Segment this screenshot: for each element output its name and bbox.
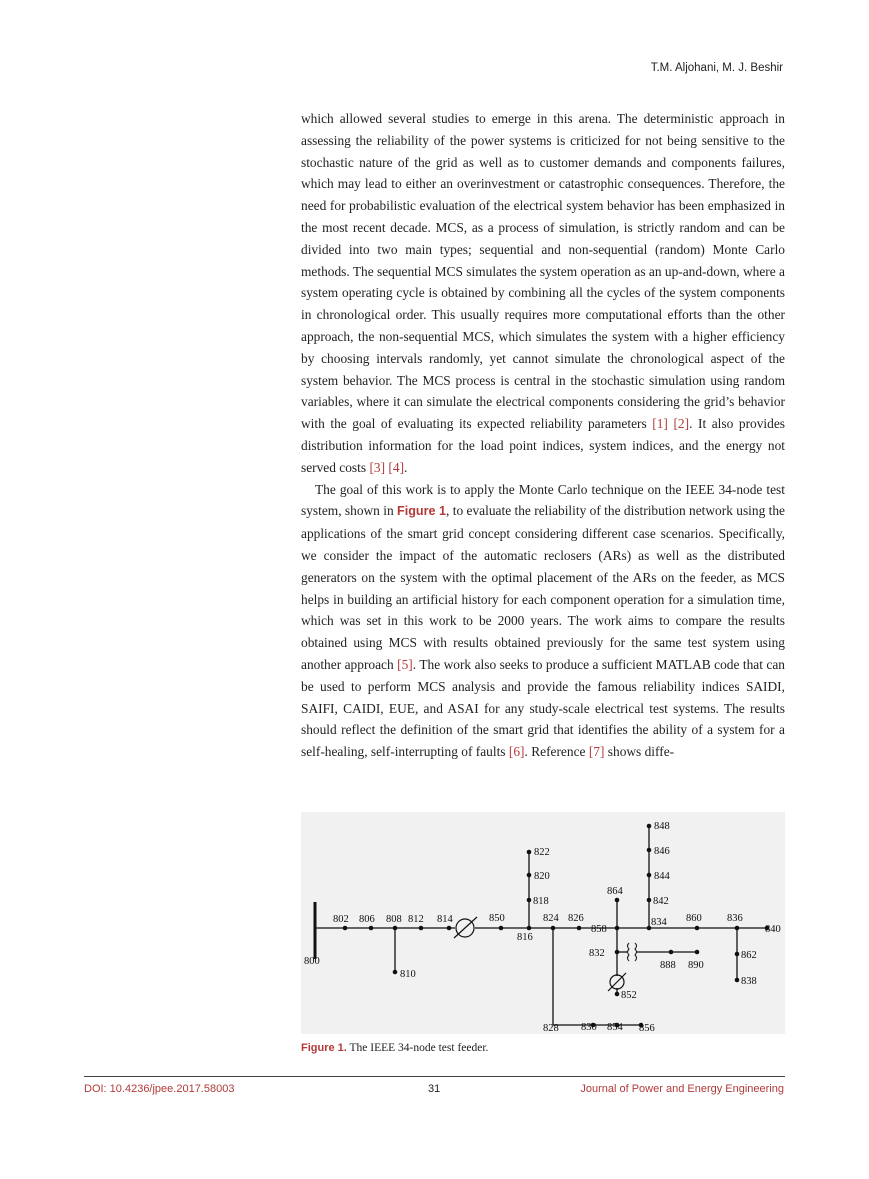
footer-doi-link[interactable]: DOI: 10.4236/jpee.2017.58003 [84, 1083, 235, 1095]
paragraph-2 [301, 479, 785, 763]
node-label-824: 824 [543, 913, 559, 924]
transformer-primary-coil [628, 943, 630, 961]
node-label-820: 820 [534, 871, 550, 882]
figure-1 [301, 812, 785, 1034]
node-dot-844 [647, 873, 652, 878]
node-label-846: 846 [654, 846, 670, 857]
footer-page-number: 31 [428, 1083, 441, 1095]
paragraph-1 [301, 108, 785, 479]
node-label-860: 860 [686, 913, 702, 924]
paragraph-2-text-4: . Reference [524, 744, 589, 760]
node-label-822: 822 [534, 847, 550, 858]
citation-7[interactable]: [7] [588, 744, 605, 760]
body-text [301, 108, 785, 763]
node-label-842: 842 [653, 896, 669, 907]
node-dot-814 [447, 926, 452, 931]
node-dot-812 [419, 926, 424, 931]
node-label-802: 802 [333, 914, 349, 925]
paragraph-1-text-2: . It also provides distribution information for the load point indices, system indices, and the energy not served costs [301, 416, 785, 475]
node-label-826: 826 [568, 913, 584, 924]
node-dots [343, 824, 770, 1028]
node-label-800: 800 [304, 956, 320, 967]
footer-divider [84, 1076, 785, 1077]
node-dot-838 [735, 978, 740, 983]
node-label-890: 890 [688, 960, 704, 971]
node-dot-860 [695, 926, 700, 931]
node-label-818: 818 [533, 896, 549, 907]
figure-1-caption [301, 1042, 488, 1054]
node-label-832: 832 [589, 948, 605, 959]
node-dot-890 [695, 950, 700, 955]
node-dot-820 [527, 873, 532, 878]
citation-2[interactable]: [2] [673, 416, 690, 432]
node-label-888: 888 [660, 960, 676, 971]
feeder-diagram [301, 812, 785, 1034]
node-label-850: 850 [489, 913, 505, 924]
node-dot-832 [615, 950, 620, 955]
node-label-834: 834 [651, 917, 667, 928]
paragraph-2-text: The goal of this work is to apply the Monte Carlo technique on the IEEE 34-node test system, shown in [301, 481, 785, 519]
node-label-852: 852 [621, 990, 637, 1001]
citation-3[interactable]: [3] [369, 459, 386, 475]
node-dot-822 [527, 850, 532, 855]
node-label-808: 808 [386, 914, 402, 925]
node-label-838: 838 [741, 976, 757, 987]
figure-caption-label: Figure 1. [301, 1042, 347, 1054]
running-header-authors: T.M. Aljohani, M. J. Beshir [650, 62, 783, 74]
paragraph-2-text-5: shows diffe- [604, 744, 675, 760]
node-label-856: 856 [639, 1023, 655, 1034]
node-dot-864 [615, 898, 620, 903]
node-label-844: 844 [654, 871, 670, 882]
node-dot-818 [527, 898, 532, 903]
figure-1-link[interactable]: Figure 1 [397, 504, 447, 519]
node-label-848: 848 [654, 821, 670, 832]
citation-4[interactable]: [4] [388, 459, 405, 475]
node-dot-824 [551, 926, 556, 931]
node-label-830: 830 [581, 1022, 597, 1033]
node-dot-836 [735, 926, 740, 931]
node-dot-816 [527, 926, 532, 931]
node-dot-842 [647, 898, 652, 903]
node-dot-850 [499, 926, 504, 931]
paragraph-1-text: which allowed several studies to emerge in this arena. The deterministic approach in assessing the reliability of the power systems is criticized for not being sensitive to the stochastic nature of the grid as well as to customer demands and components failures, which may lead to either an overinvestment or catastrophic consequences. Therefore, the need for probabilistic evaluation of the electrical system behavior has been emphasized in the most recent decade. MCS, as a process of simulation, is strictly random and can be divided into two main types; sequential and non-sequential (random) Monte Carlo methods. The sequential MCS simulates the system operation as an up-and-down, where a system operating cycle is obtained by combining all the cycles of the system components in chronological order. This usually requires more computational efforts than the other approach, the non-sequential MCS, which simulates the system with a higher efficiency by choosing intervals randomly, yet cannot simulate the chronological aspect of the system behavior. The MCS process is central in the stochastic simulation using random variables, where it can simulate the electrical components considering the grid’s behavior with the goal of evaluating its expected reliability parameters [301, 111, 785, 432]
node-label-854: 854 [607, 1022, 623, 1033]
node-label-840: 840 [765, 924, 781, 935]
node-dot-802 [343, 926, 348, 931]
node-dot-846 [647, 848, 652, 853]
figure-caption-text: The IEEE 34-node test feeder. [346, 1042, 489, 1054]
citation-5[interactable]: [5] [397, 656, 413, 672]
node-dot-862 [735, 952, 740, 957]
node-label-812: 812 [408, 914, 424, 925]
paragraph-2-text-3: . The work also seeks to produce a sufficient MATLAB code that can be used to perform MCS analysis and provide the famous reliability indices SAIDI, SAIFI, CAIDI, EUE, and ASAI for any study-scale electrical test systems. The results should reflect the definition of the smart grid that identifies the ability of a system for a self-healing, self-interrupting of faults [301, 656, 786, 760]
node-label-862: 862 [741, 950, 757, 961]
node-label-810: 810 [400, 969, 416, 980]
paragraph-2-text-2: , to evaluate the reliability of the distribution network using the applications of the smart grid concept considering different case scenarios. Specifically, we consider the impact of the automatic reclosers (ARs) as well as the distributed generators on the system with the optimal placement of the ARs on the feeder, as MCS helps in building an artificial history for each component operation for a simulation time, which was set in this work to be 2000 years. The work aims to compare the results obtained using MCS with results obtained previously for the same test system using another approach [301, 503, 785, 672]
node-label-864: 864 [607, 886, 623, 897]
transformer-secondary-coil [635, 943, 637, 961]
citation-1[interactable]: [1] [652, 416, 668, 432]
node-label-814: 814 [437, 914, 453, 925]
node-dot-848 [647, 824, 652, 829]
footer-journal-link[interactable]: Journal of Power and Energy Engineering [580, 1083, 784, 1095]
citation-6[interactable]: [6] [508, 744, 525, 760]
node-dot-806 [369, 926, 374, 931]
node-dot-810 [393, 970, 398, 975]
node-label-828: 828 [543, 1023, 559, 1034]
node-label-816: 816 [517, 932, 533, 943]
node-dot-852 [615, 992, 620, 997]
node-dot-888 [669, 950, 674, 955]
node-dot-808 [393, 926, 398, 931]
node-dot-826 [577, 926, 582, 931]
node-dot-858 [615, 926, 620, 931]
transformer-symbol [628, 943, 637, 961]
regulator-1 [454, 917, 477, 938]
node-label-858: 858 [591, 924, 607, 935]
paragraph-1-text-3: . [404, 459, 408, 475]
node-label-806: 806 [359, 914, 375, 925]
node-label-836: 836 [727, 913, 743, 924]
